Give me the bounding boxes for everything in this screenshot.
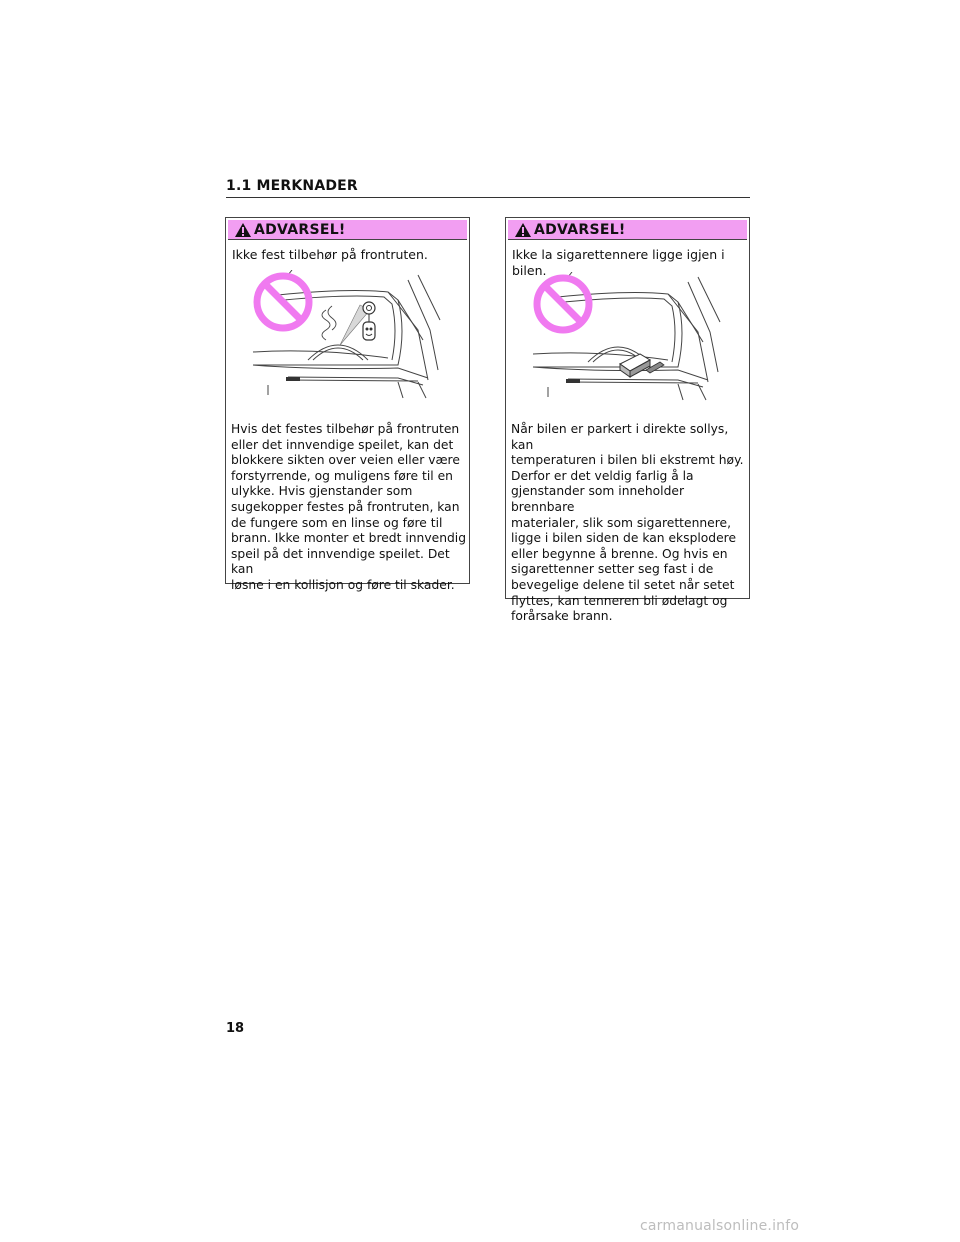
body-line: de fungere som en linse og føre til [231,515,443,530]
warning-lead-text: Ikke la sigarettennere ligge igjen i bilen. [512,247,725,278]
body-line: flyttes, kan tenneren bli ødelagt og [511,593,728,608]
body-line: Derfor er det veldig farlig å la [511,468,694,483]
warning-triangle-icon [234,222,252,238]
warning-label: ADVARSEL! [534,221,626,238]
prohibited-lighter-on-dashboard-icon [528,272,728,402]
warning-lead-text: Ikke fest tilbehør på frontruten. [232,247,428,262]
body-line: gjenstander som inneholder brennbare [511,484,685,514]
body-line: Når bilen er parkert i direkte sollys, kan [511,422,729,452]
body-line: forstyrrende, og muligens føre til en [231,468,453,483]
body-line: løsne i en kollisjon og føre til skader. [231,577,455,592]
warning-triangle-icon [514,222,532,238]
warning-body-1 [231,422,467,594]
body-line: eller det innvendige speilet, kan det [231,437,454,452]
warning-header [508,220,747,240]
body-line: sigarettenner setter seg fast i de [511,562,714,577]
body-line: eller begynne å brenne. Og hvis en [511,546,728,561]
warning-label: ADVARSEL! [254,221,346,238]
body-line: temperaturen i bilen bli ekstremt høy. [511,453,744,468]
body-line: blokkere sikten over veien eller være [231,453,460,468]
body-line: brann. Ikke monter et bredt innvendig [231,531,467,546]
section-title: 1.1 MERKNADER [226,178,750,198]
body-line: forårsake brann. [511,609,613,624]
warning-body-2 [511,422,747,625]
body-line: speil på det innvendige speilet. Det kan [231,546,450,577]
body-line: materialer, slik som sigarettennere, [511,515,731,530]
warning-header [228,220,467,240]
watermark: carmanualsonline.info [640,1218,800,1234]
prohibited-windshield-accessory-icon [248,270,448,400]
body-line: bevegelige delene til setet når setet [511,577,735,592]
body-line: Hvis det festes tilbehør på frontruten [231,422,460,436]
body-line: ulykke. Hvis gjenstander som [231,484,413,499]
body-line: ligge i bilen siden de kan eksplodere [511,531,737,546]
body-line: sugekopper festes på frontruten, kan [231,499,460,514]
page-number: 18 [226,1021,245,1036]
